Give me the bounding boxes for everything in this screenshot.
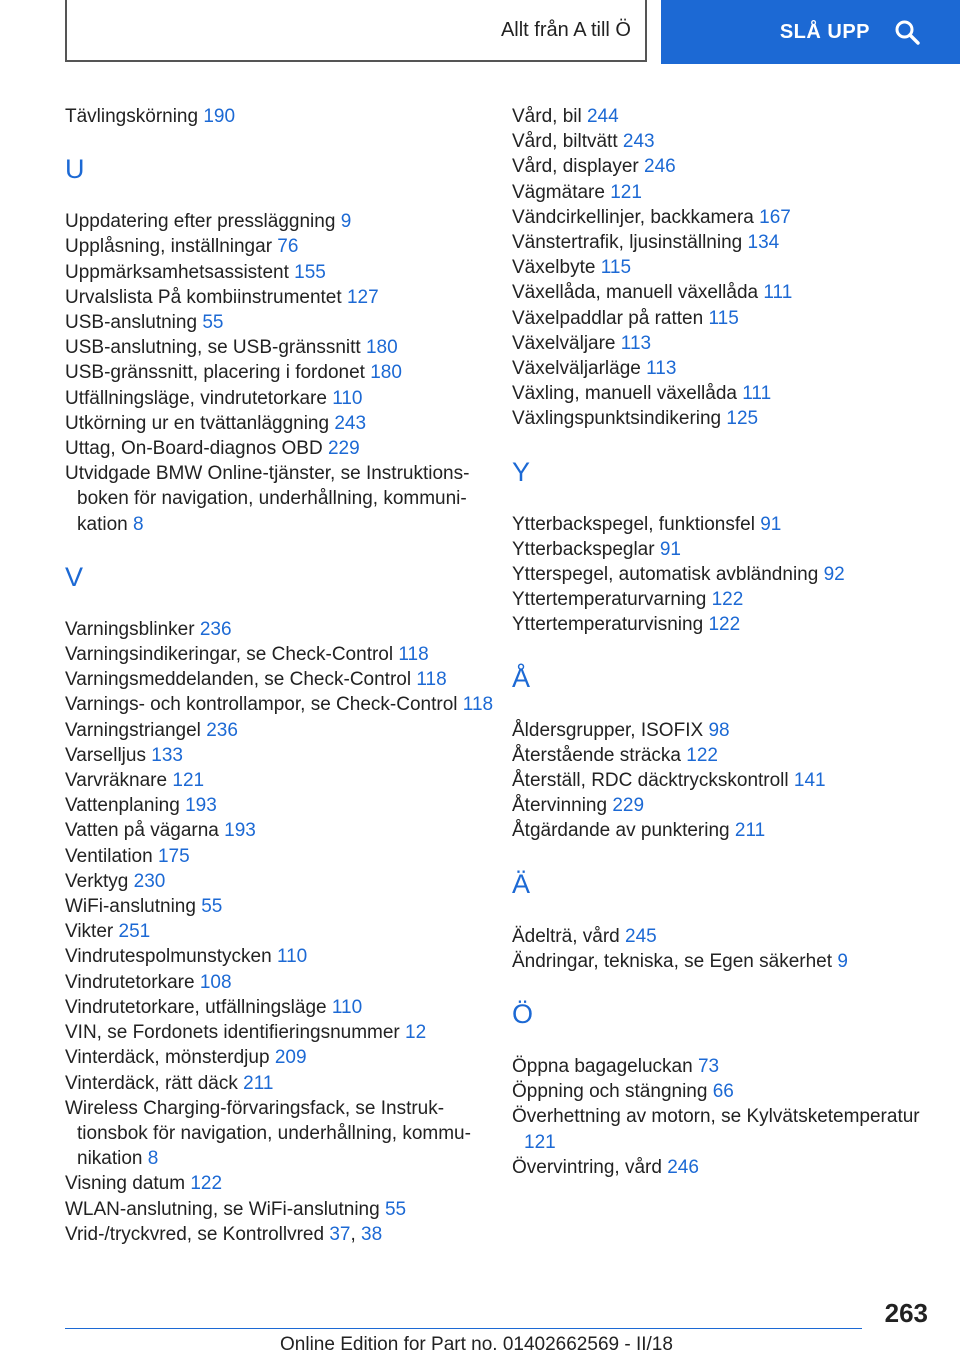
index-entry	[512, 818, 942, 843]
index-entry	[512, 406, 942, 431]
page-reference-link[interactable]: 121	[524, 1131, 556, 1153]
page-reference-link[interactable]: 8	[132, 513, 144, 535]
index-entry	[512, 180, 942, 205]
index-entry	[512, 537, 942, 562]
page-reference-link[interactable]: 92	[823, 564, 845, 586]
index-entry	[512, 154, 942, 179]
page-reference-link[interactable]: 115	[708, 307, 739, 329]
index-entry	[65, 743, 495, 768]
page-reference-link[interactable]: 55	[202, 312, 224, 334]
index-entry	[512, 1104, 942, 1154]
index-entry-text: Verktyg	[65, 870, 129, 892]
index-entry-text: Vinterdäck, mönsterdjup	[65, 1047, 270, 1069]
index-entry-text: USB-anslutning, se USB-gränssnitt	[65, 337, 361, 359]
page-reference-link[interactable]: 229	[327, 438, 360, 460]
index-entry-text: Uppmärksamhetsassistent	[65, 261, 289, 283]
page-reference-link[interactable]: 180	[365, 337, 398, 359]
index-entry	[65, 461, 495, 537]
index-entry	[512, 612, 942, 637]
index-entry	[512, 1155, 942, 1180]
page-reference-link[interactable]: 245	[625, 925, 657, 947]
page-reference-link[interactable]: 134	[747, 232, 780, 254]
page-reference-link[interactable]: 122	[708, 614, 741, 636]
index-entry	[512, 129, 942, 154]
page-reference-link[interactable]: 113	[620, 332, 652, 354]
page-reference-link[interactable]: 246	[667, 1156, 699, 1178]
index-entry-text: Växelbyte	[512, 257, 596, 279]
index-entry	[65, 793, 495, 818]
index-entry-text: Utfällningsläge, vindrutetorkare	[65, 387, 327, 409]
index-entry	[65, 310, 495, 335]
page-reference-link[interactable]: 66	[712, 1081, 734, 1103]
page-reference-link[interactable]: 121	[172, 770, 205, 792]
index-entry	[65, 260, 495, 285]
index-entry-text: Visning datum	[65, 1173, 186, 1195]
index-entry-text: Åldersgrupper, ISOFIX	[512, 719, 704, 741]
page-reference-link[interactable]: 113	[646, 358, 677, 380]
index-entry	[65, 692, 495, 717]
page-reference-link[interactable]: 110	[276, 946, 308, 968]
section-title-tab[interactable]	[65, 0, 647, 62]
index-entry-text: Utkörning ur en tvättanläggning	[65, 412, 330, 434]
index-column-right	[512, 104, 942, 1180]
index-entry	[65, 869, 495, 894]
page-reference-link[interactable]: 180	[370, 362, 402, 384]
index-entry-text: Varningsblinker	[65, 618, 195, 640]
page-reference-link[interactable]: 110	[332, 387, 363, 409]
page-reference-link[interactable]: 110	[331, 996, 363, 1018]
index-entry	[512, 743, 942, 768]
page-reference-link[interactable]: 236	[206, 719, 238, 741]
index-entry-text: WLAN-anslutning, se WiFi-anslutning	[65, 1198, 380, 1220]
index-entry-text: Återstående sträcka	[512, 744, 681, 766]
page-reference-link[interactable]: 118	[398, 644, 429, 666]
page-reference-link[interactable]: 12	[405, 1022, 427, 1044]
index-entry	[512, 768, 942, 793]
index-entry	[65, 667, 495, 692]
index-entry-text: Uttag, On-Board-diagnos OBD	[65, 438, 323, 460]
page-reference-link[interactable]: 243	[334, 412, 367, 434]
index-entry-text: Varnings- och kontrollampor, se Check-Control	[65, 694, 458, 716]
page-reference-link[interactable]: 9	[837, 950, 848, 972]
search-label: SLÅ UPP	[779, 20, 870, 43]
index-entry	[65, 1197, 495, 1222]
index-entry	[512, 793, 942, 818]
index-entry-text: Varselljus	[65, 744, 146, 766]
index-letter-heading: Å	[512, 662, 531, 693]
page-reference-link[interactable]: 98	[708, 719, 730, 741]
index-entry-text: Växelväljare	[512, 332, 616, 354]
index-entry-text: Varningsmeddelanden, se Check-Control	[65, 669, 412, 691]
index-entry-text: Återvinning	[512, 795, 608, 817]
index-entry	[65, 970, 495, 995]
index-letter-heading: U	[65, 154, 85, 185]
index-entry	[65, 844, 495, 869]
page-reference-link[interactable]: 91	[659, 538, 681, 560]
index-entry-text: WiFi-anslutning	[65, 896, 196, 918]
index-letter-heading: Y	[512, 456, 531, 487]
index-entry	[512, 205, 942, 230]
index-entry	[65, 436, 495, 461]
index-entry	[512, 512, 942, 537]
index-entry-text: Yttertemperaturvarning	[512, 589, 707, 611]
page-reference-link[interactable]: 190	[203, 106, 236, 127]
page-reference-link[interactable]: 108	[199, 971, 232, 993]
index-entry-text: Vrid-/tryckvred, se Kontrollvred	[65, 1223, 325, 1245]
index-entry-text: Vattenplaning	[65, 795, 180, 817]
page-reference-link[interactable]: 193	[185, 795, 217, 817]
page-reference-link[interactable]: 9	[340, 211, 352, 233]
index-entry-text: Upplåsning, inställningar	[65, 236, 273, 258]
page-reference-link[interactable]: 8	[147, 1148, 159, 1170]
page-reference-link[interactable]: 38	[361, 1223, 383, 1245]
index-entry-text: Yttertemperaturvisning	[512, 614, 704, 636]
index-entry	[512, 1079, 942, 1104]
index-entry-text: Utvidgade BMW Online-tjänster, se Instruktionsboken för navigation, underhållning, kommunikation	[65, 463, 470, 535]
index-entry	[512, 562, 942, 587]
page-reference-link[interactable]: 37	[329, 1223, 351, 1245]
index-entry	[65, 919, 495, 944]
index-entry	[65, 335, 495, 360]
index-entry	[65, 818, 495, 843]
index-entry	[65, 1096, 495, 1172]
index-entry	[65, 894, 495, 919]
index-entry-text: Vinterdäck, rätt däck	[65, 1072, 238, 1094]
index-entry	[65, 1045, 495, 1070]
index-entry-text: Vikter	[65, 921, 114, 943]
index-entry	[65, 360, 495, 385]
index-entry	[512, 718, 942, 743]
page-reference-link[interactable]: 230	[133, 870, 166, 892]
index-letter-heading: Ä	[512, 868, 531, 899]
index-entry-text: USB-gränssnitt, placering i fordonet	[65, 362, 365, 384]
index-entry	[65, 768, 495, 793]
index-entry-text: Varvräknare	[65, 770, 168, 792]
index-entry-text: USB-anslutning	[65, 312, 198, 334]
page-reference-link[interactable]: 122	[686, 744, 718, 766]
index-entry	[65, 617, 495, 642]
index-entry-text: Åtgärdande av punktering	[512, 820, 730, 842]
index-entry-text: Vård, displayer	[512, 156, 639, 178]
index-entry-text: Vård, bil	[512, 106, 582, 127]
index-entry	[512, 924, 942, 949]
index-entry	[65, 642, 495, 667]
page-reference-link[interactable]: 211	[243, 1072, 274, 1094]
page-reference-link[interactable]: 122	[711, 589, 744, 611]
index-entry-text: Ytterbackspegel, funktionsfel	[512, 513, 755, 535]
page-reference-link[interactable]: 155	[294, 261, 326, 283]
index-entry	[65, 285, 495, 310]
page-number: 263	[884, 1298, 928, 1328]
page-reference-link[interactable]: 133	[151, 744, 183, 766]
page-reference-link[interactable]: 111	[742, 383, 772, 405]
index-entry-text: Vård, biltvätt	[512, 131, 618, 153]
index-entry	[65, 944, 495, 969]
index-entry	[65, 104, 495, 129]
index-entry	[65, 209, 495, 234]
page-reference-link[interactable]: 167	[759, 206, 791, 228]
page-reference-link[interactable]: 211	[734, 820, 766, 842]
index-entry	[512, 1054, 942, 1079]
index-entry	[65, 995, 495, 1020]
index-entry-text: Tävlingskörning	[65, 106, 199, 127]
index-entry-text: Vindrutetorkare, utfällningsläge	[65, 996, 327, 1018]
index-entry-text: Öppning och stängning	[512, 1081, 708, 1103]
index-entry-text: Vindrutetorkare	[65, 971, 195, 993]
index-entry	[512, 306, 942, 331]
index-entry-text: Urvalslista På kombiinstrumentet	[65, 286, 342, 308]
index-entry	[65, 234, 495, 259]
page-reference-link[interactable]: 111	[763, 282, 793, 304]
index-entry-text: Vägmätare	[512, 181, 605, 203]
page-reference-link[interactable]: 236	[199, 618, 232, 640]
page-reference-link[interactable]: 175	[157, 845, 190, 867]
index-entry	[65, 1171, 495, 1196]
ref-separator: ,	[350, 1223, 356, 1245]
page-reference-link[interactable]: 243	[622, 131, 655, 153]
index-letter-heading: Ö	[512, 999, 534, 1030]
footer-divider	[65, 1328, 862, 1329]
index-entry-text: Wireless Charging-förvaringsfack, se Instruktionsbok för navigation, underhållning, kommunikation	[65, 1097, 471, 1170]
page-reference-link[interactable]: 246	[644, 156, 676, 178]
page-reference-link[interactable]: 55	[201, 896, 223, 918]
page-reference-link[interactable]: 76	[277, 236, 299, 258]
page-reference-link[interactable]: 125	[726, 408, 759, 430]
index-entry-text: Vindrutespolmunstycken	[65, 946, 272, 968]
section-title: Allt från A till Ö	[500, 18, 631, 41]
index-entry-text: Återställ, RDC däcktryckskontroll	[512, 770, 789, 792]
edition-footer: Online Edition for Part no. 01402662569 - II/18	[280, 1334, 673, 1355]
page-reference-link[interactable]: 115	[600, 257, 632, 279]
page-reference-link[interactable]: 229	[612, 795, 645, 817]
page-reference-link[interactable]: 73	[697, 1056, 720, 1078]
magnifier-icon	[894, 19, 920, 45]
index-entry-text: Växling, manuell växellåda	[512, 383, 737, 405]
index-entry	[65, 1071, 495, 1096]
index-entry-text: Överhettning av motorn, se Kylvätsketemperatur	[512, 1106, 920, 1128]
index-column-left	[65, 104, 495, 1247]
index-entry	[65, 1222, 495, 1247]
index-entry-text: Ändringar, tekniska, se Egen säkerhet	[512, 950, 833, 972]
page-reference-link[interactable]: 118	[416, 669, 447, 691]
index-entry-text: Varningstriangel	[65, 719, 201, 741]
page-reference-link[interactable]: 141	[793, 770, 826, 792]
page-reference-link[interactable]: 127	[346, 286, 379, 308]
index-entry-text: Varningsindikeringar, se Check-Control	[65, 644, 394, 666]
index-entry	[512, 331, 942, 356]
page-reference-link[interactable]: 91	[760, 513, 782, 535]
index-entry-text: Vänstertrafik, ljusinställning	[512, 232, 743, 254]
index-entry	[512, 356, 942, 381]
page-reference-link[interactable]: 122	[190, 1173, 223, 1195]
index-entry	[65, 1020, 495, 1045]
index-entry-text: Övervintring, vård	[512, 1156, 662, 1178]
index-entry-text: Ytterbackspeglar	[512, 538, 655, 560]
page-reference-link[interactable]: 121	[610, 181, 642, 203]
index-entry-text: Ventilation	[65, 845, 153, 867]
page-reference-link[interactable]: 244	[586, 106, 619, 127]
index-entry-text: Vändcirkellinjer, backkamera	[512, 206, 754, 228]
page-reference-link[interactable]: 193	[224, 820, 256, 842]
index-entry-text: Växelpaddlar på ratten	[512, 307, 704, 329]
index-entry-text: Öppna bagageluckan	[512, 1056, 693, 1078]
index-entry-text: Vatten på vägarna	[65, 820, 219, 842]
index-entry	[65, 718, 495, 743]
index-entry	[512, 587, 942, 612]
index-entry	[512, 230, 942, 255]
index-entry	[512, 280, 942, 305]
index-entry-text: Växelväljarläge	[512, 358, 641, 380]
index-entry	[512, 255, 942, 280]
index-entry	[512, 381, 942, 406]
index-entry	[65, 386, 495, 411]
page-reference-link[interactable]: 209	[274, 1047, 307, 1069]
index-entry	[512, 104, 942, 129]
page-reference-link[interactable]: 118	[462, 694, 494, 716]
index-entry-text: Växellåda, manuell växellåda	[512, 282, 759, 304]
index-entry-text: Uppdatering efter pressläggning	[65, 211, 336, 233]
page-reference-link[interactable]: 251	[118, 921, 151, 943]
index-entry	[512, 949, 942, 974]
index-letter-heading: V	[65, 561, 84, 592]
index-entry	[65, 411, 495, 436]
index-entry-text: Ytterspegel, automatisk avbländning	[512, 564, 819, 586]
page-reference-link[interactable]: 55	[384, 1198, 407, 1220]
index-entry-text: Ädelträ, vård	[512, 925, 620, 947]
index-entry-text: VIN, se Fordonets identifieringsnummer	[65, 1022, 400, 1044]
index-entry-text: Växlingspunktsindikering	[512, 408, 722, 430]
search-button[interactable]	[661, 0, 960, 64]
